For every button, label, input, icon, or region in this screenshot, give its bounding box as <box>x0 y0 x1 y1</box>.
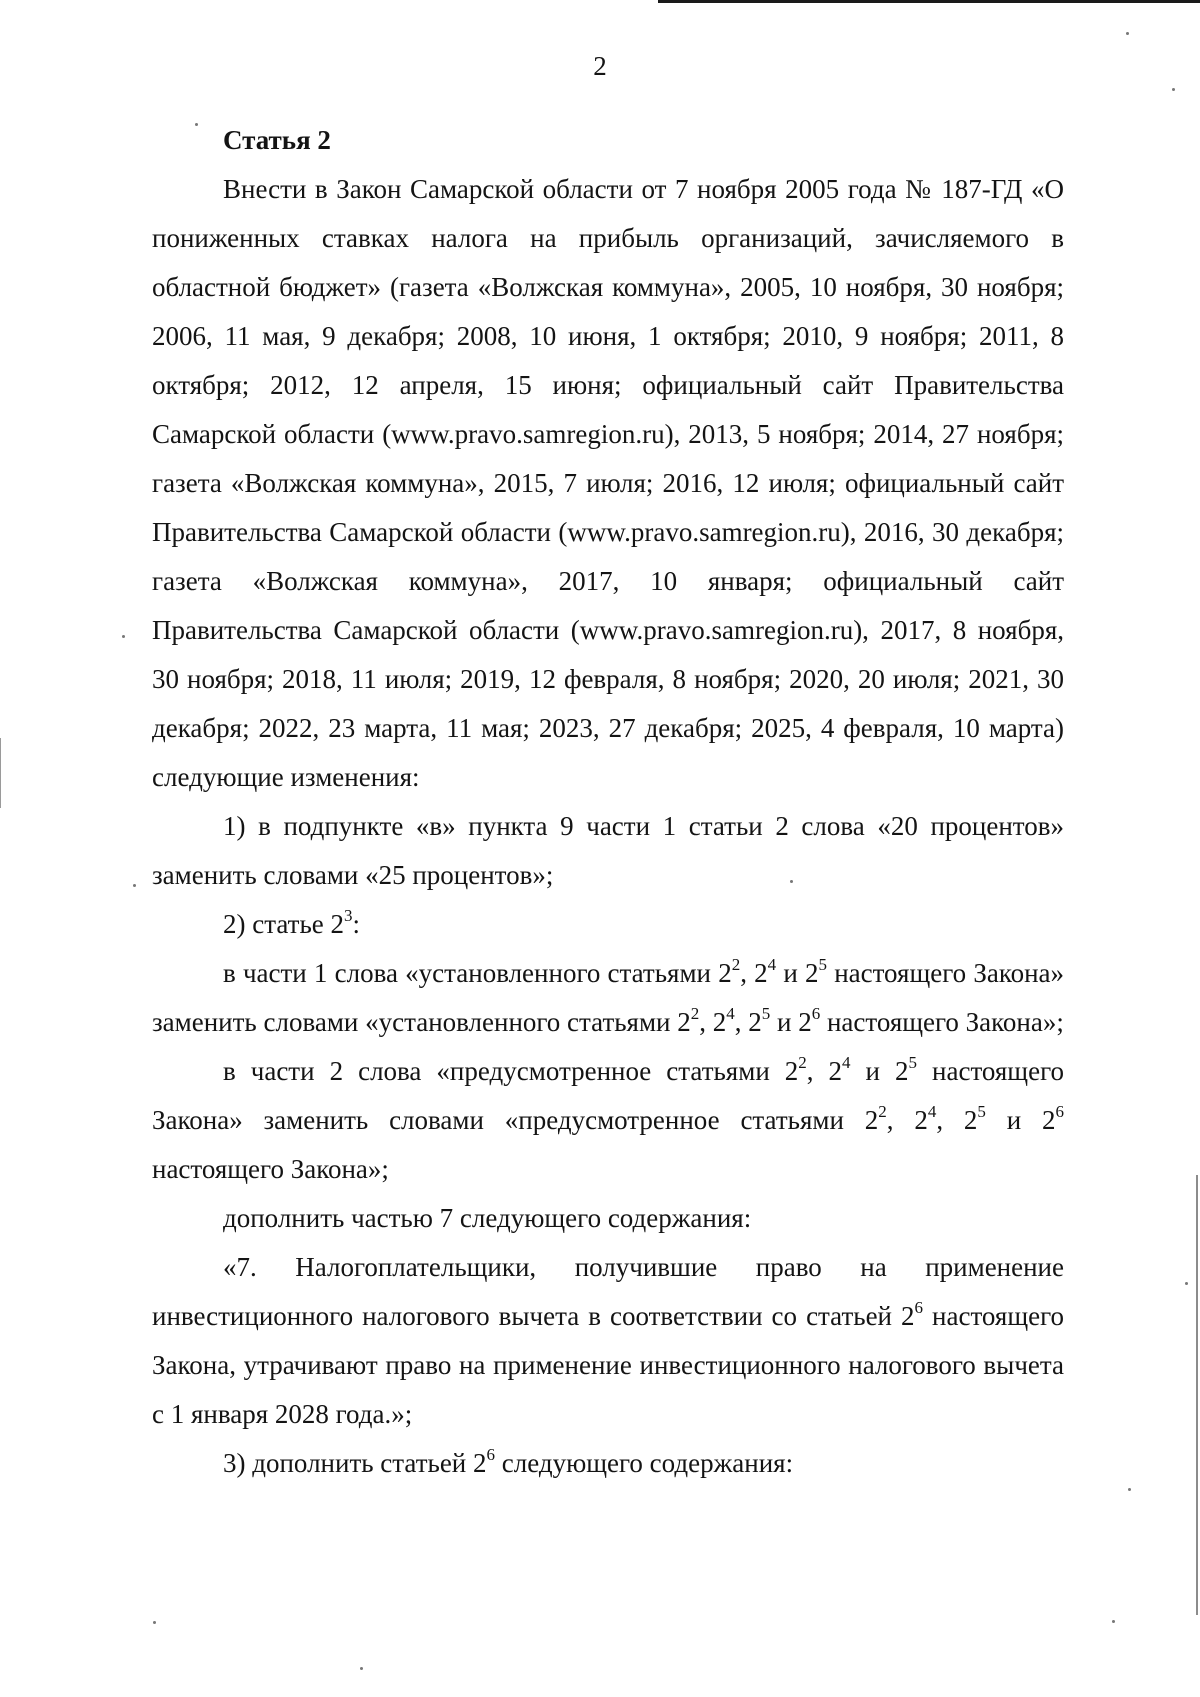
page-number: 2 <box>593 51 607 81</box>
text-run: и 2 <box>776 958 819 988</box>
scan-speck <box>1185 1282 1188 1285</box>
superscript: 3 <box>344 906 353 925</box>
text-run: : <box>352 909 361 939</box>
superscript: 2 <box>690 1004 700 1023</box>
scan-speck <box>1126 32 1129 35</box>
superscript: 4 <box>842 1053 851 1072</box>
item-2 <box>152 900 1064 949</box>
text-run: настоящего Закона»; <box>152 1154 389 1184</box>
text-run: , 2 <box>734 1007 762 1037</box>
text-run: настоящего Закона»; <box>820 1007 1064 1037</box>
superscript: 6 <box>914 1298 924 1317</box>
superscript: 4 <box>726 1004 735 1023</box>
scan-right-edge <box>1196 1175 1198 1615</box>
scan-speck <box>122 635 125 638</box>
superscript: 6 <box>1055 1102 1065 1121</box>
text-run: , 2 <box>740 958 768 988</box>
text-run: 2) статье 2 <box>223 909 344 939</box>
item-2-part-7-intro: дополнить частью 7 следующего содержания: <box>223 1203 752 1233</box>
scan-left-edge <box>0 738 1 808</box>
superscript: 5 <box>977 1102 986 1121</box>
text-run: 3) дополнить статьей 2 <box>223 1448 487 1478</box>
superscript: 2 <box>731 955 741 974</box>
text-run: настоящего Закона» заменить словами «установленного статьями 2 <box>152 958 1065 1037</box>
scan-speck <box>1112 1620 1115 1623</box>
superscript: 2 <box>878 1102 887 1121</box>
scan-speck <box>1172 88 1175 91</box>
text-run: настоящего Закона, утрачивают право на применение инвестиционного налогового вычета с 1 января 2028 года.»; <box>152 1301 1064 1429</box>
scan-speck <box>360 1667 363 1670</box>
text-run: настоящего Закона» заменить словами «предусмотренное статьями 2 <box>152 1056 1064 1135</box>
text-run: «7. Налогоплательщики, получившие право на применение инвестиционного налогового вычета в соответствии со статьей 2 <box>152 1252 1064 1331</box>
text-run: , 2 <box>806 1056 843 1086</box>
superscript: 4 <box>927 1102 937 1121</box>
superscript: 5 <box>761 1004 771 1023</box>
article-heading: Статья 2 <box>223 125 331 155</box>
text-run: и 2 <box>850 1056 909 1086</box>
superscript: 2 <box>798 1053 807 1072</box>
superscript: 5 <box>818 955 827 974</box>
document-body <box>152 116 1064 1488</box>
text-run: в части 1 слова «установленного статьями 2 <box>223 958 732 988</box>
text-run: , 2 <box>699 1007 727 1037</box>
text-run: и 2 <box>770 1007 812 1037</box>
article-intro: Внести в Закон Самарской области от 7 ноября 2005 года № 187-ГД «О пониженных ставках налога на прибыль организаций, зачисляемого в областной бюджет» (газета «Волжская коммуна», 2005, 10 ноября, 30 ноября; 2006, 11 мая, 9 декабря; 2008, 10 июня, 1 октября; 2010, 9 ноября; 2011, 8 октября; 2012, 12 апреля, 15 июня; официальный сайт Правительства Самарской области (www.pravo.samregion.ru), 2013, 5 ноября; 2014, 27 ноября; газета «Волжская коммуна», 2015, 7 июля; 2016, 12 июля; официальный сайт Правительства Самарской области (www.pravo.samregion.ru), 2016, 30 декабря; газета «Волжская коммуна», 2017, 10 января; официальный сайт Правительства Самарской области (www.pravo.samregion.ru), 2017, 8 ноября, 30 ноября; 2018, 11 июля; 2019, 12 февраля, 8 ноября; 2020, 20 июля; 2021, 30 декабря; 2022, 23 марта, 11 мая; 2023, 27 декабря; 2025, 4 февраля, 10 марта) следующие изменения: <box>152 174 1064 792</box>
scan-speck <box>1128 1488 1131 1491</box>
scan-speck <box>195 123 198 126</box>
text-run: , 2 <box>936 1105 978 1135</box>
text-run: и 2 <box>985 1105 1056 1135</box>
item-1: 1) в подпункте «в» пункта 9 части 1 статьи 2 слова «20 процентов» заменить словами «25 процентов»; <box>152 811 1064 890</box>
superscript: 5 <box>908 1053 918 1072</box>
scan-top-edge <box>658 0 1200 3</box>
scan-speck <box>153 1621 156 1624</box>
scan-speck <box>133 884 136 887</box>
text-run: в части 2 слова «предусмотренное статьями 2 <box>223 1056 799 1086</box>
scan-speck <box>790 880 793 883</box>
item-2-part-1 <box>152 949 1064 1047</box>
text-run: следующего содержания: <box>495 1448 794 1478</box>
text-run: , 2 <box>886 1105 928 1135</box>
item-2-part-7-text <box>152 1243 1064 1439</box>
item-2-part-2 <box>152 1047 1064 1194</box>
superscript: 6 <box>811 1004 821 1023</box>
superscript: 4 <box>767 955 777 974</box>
item-3 <box>152 1439 1064 1488</box>
superscript: 6 <box>486 1445 496 1464</box>
